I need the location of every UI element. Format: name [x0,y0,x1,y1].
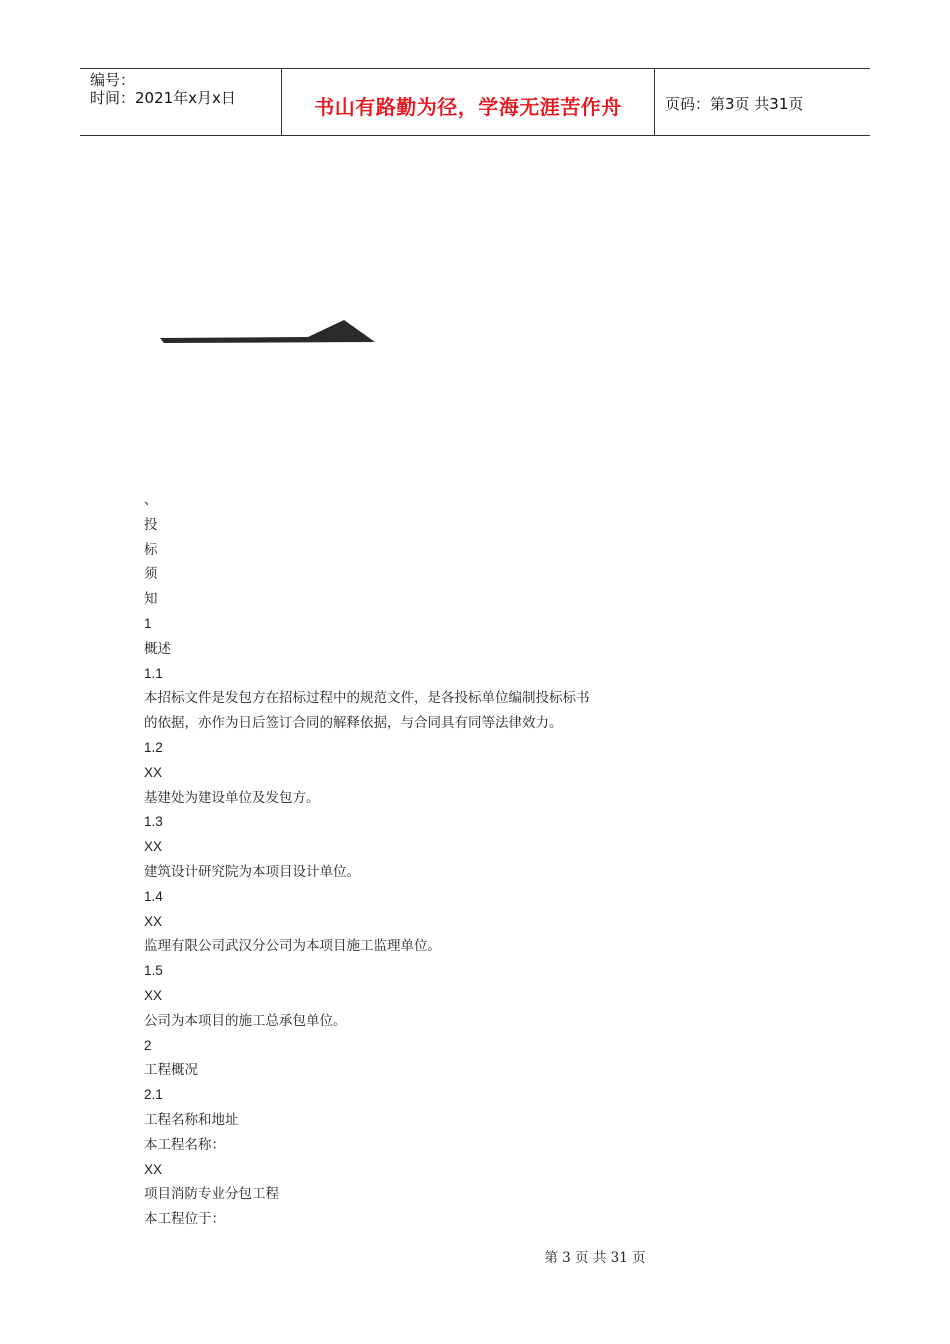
body-line: 基建处为建设单位及发包方。 [144,789,320,806]
body-line: 本招标文件是发包方在招标过程中的规范文件，是各投标单位编制投标标书 [144,690,590,707]
body-line: XX [144,1161,163,1177]
chapter-one-glyph [158,318,376,346]
body-line: 工程名称和地址 [144,1111,239,1128]
body-line: 本工程名称： [144,1136,225,1153]
body-line: 1.1 [144,665,163,681]
body-line: 须 [144,566,158,583]
body-line: 项目消防专业分包工程 [144,1186,279,1203]
body-line: 1 [144,615,152,631]
document-number-label: 编号： [90,71,136,89]
document-time-label: 时间：2021年x月x日 [90,89,236,107]
body-line: 工程概况 [144,1062,198,1079]
body-line: 建筑设计研究院为本项目设计单位。 [144,863,360,880]
body-line: 公司为本项目的施工总承包单位。 [144,1012,347,1029]
header-meta [80,69,282,135]
body-line: 投 [144,516,158,533]
body-line: XX [144,764,163,780]
body-line: 标 [144,541,158,558]
body-line: 2 [144,1037,152,1053]
body-line: 知 [144,591,158,608]
body-line: 本工程位于： [144,1211,225,1228]
body-line: 的依据，亦作为日后签订合同的解释依据，与合同具有同等法律效力。 [144,715,563,732]
header-page-info: 页码：第3页 共31页 [665,94,804,113]
page-footer: 第 3 页 共 31 页 [544,1250,646,1266]
body-line: 1.5 [144,963,163,979]
document-body [144,488,664,1232]
page-header [80,68,870,136]
body-line: 1.3 [144,814,163,830]
body-line: 2.1 [144,1087,163,1103]
body-line: 、 [144,492,158,508]
header-motto: 书山有路勤为径，学海无涯苦作舟 [282,69,655,135]
body-line: 概述 [144,640,171,657]
body-line: XX [144,913,163,929]
body-line: 1.4 [144,888,163,904]
body-line: XX [144,839,163,855]
body-line: 监理有限公司武汉分公司为本项目施工监理单位。 [144,938,441,955]
body-line: XX [144,987,163,1003]
body-line: 1.2 [144,739,163,755]
